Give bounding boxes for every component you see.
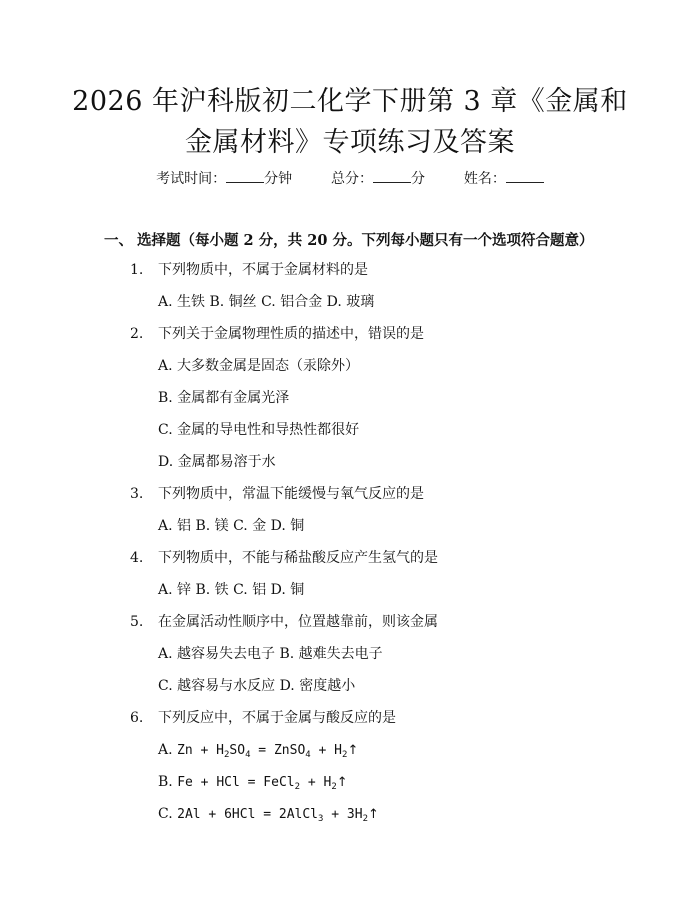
section-title: 选择题（每小题 2 分，共 20 分。下列每小题只有一个选项符合题意）: [137, 232, 594, 249]
question-5: [130, 611, 438, 633]
question-6: [130, 707, 396, 729]
question-6-option-b: [158, 771, 348, 798]
chemical-equation: $Zn + H_2SO_4$ = ZnSO$_4$ + $H_2↑$: [177, 743, 359, 760]
question-number: 6.: [130, 710, 144, 726]
student-name: [464, 168, 544, 189]
exam-time-unit: 分钟: [264, 171, 293, 187]
question-text: 下列反应中，不属于金属与酸反应的是: [158, 710, 396, 726]
question-6-option-a: [158, 739, 358, 766]
question-4: [130, 547, 438, 569]
question-number: 3.: [130, 486, 144, 502]
student-name-label: 姓名：: [463, 171, 506, 187]
question-2-option-d: D. 金属都易溶于水: [158, 454, 276, 470]
question-5-options-ab: A. 越容易失去电子 B. 越难失去电子: [158, 646, 383, 662]
question-text: 下列物质中，不能与稀盐酸反应产生氢气的是: [158, 550, 438, 566]
question-2-option-c: C. 金属的导电性和导热性都很好: [158, 422, 360, 438]
exam-time-blank: [226, 168, 264, 183]
option-label: B.: [158, 774, 173, 790]
question-5-options-cd: C. 越容易与水反应 D. 密度越小: [158, 678, 356, 694]
section-number: 一、: [104, 232, 133, 249]
gas-arrow-icon: ↑: [336, 775, 348, 790]
total-score-blank: [373, 168, 411, 183]
question-3: [130, 483, 424, 505]
gas-arrow-icon: ↑: [347, 743, 359, 758]
option-label: C.: [158, 806, 173, 822]
question-number: 1.: [130, 262, 144, 278]
question-3-options: A. 铝 B. 镁 C. 金 D. 铜: [158, 518, 305, 534]
section-heading: [104, 230, 593, 252]
exam-time: [156, 168, 292, 189]
total-score-unit: 分: [411, 171, 425, 187]
question-2-option-a: A. 大多数金属是固态（汞除外）: [158, 358, 360, 374]
question-4-options: A. 锌 B. 铁 C. 铝 D. 铜: [158, 582, 305, 598]
question-2-option-b: B. 金属都有金属光泽: [158, 390, 290, 406]
chemical-equation: 2Al + 6HCl = 2AlCl$_3$ + $3H_2↑$: [177, 807, 379, 824]
question-6-option-c: [158, 803, 379, 830]
question-text: 在金属活动性顺序中，位置越靠前，则该金属: [158, 614, 438, 630]
student-name-blank: [506, 168, 544, 183]
question-2: [130, 323, 424, 345]
page-title-line1: 2026 年沪科版初二化学下册第 3 章《金属和: [72, 86, 628, 117]
question-number: 2.: [130, 326, 144, 342]
exam-time-label: 考试时间：: [156, 171, 227, 187]
question-number: 5.: [130, 614, 144, 630]
question-number: 4.: [130, 550, 144, 566]
exam-info: [0, 168, 700, 189]
question-1-options: A. 生铁 B. 铜丝 C. 铝合金 D. 玻璃: [158, 294, 375, 310]
option-label: A.: [158, 742, 173, 758]
total-score-label: 总分：: [331, 171, 373, 187]
question-1: [130, 259, 368, 281]
gas-arrow-icon: ↑: [368, 807, 379, 822]
total-score: [331, 168, 425, 189]
chemical-equation: Fe + HCl = FeCl$_2$ + $H_2↑$: [177, 775, 348, 792]
page-title-line2: 金属材料》专项练习及答案: [185, 127, 515, 158]
question-text: 下列物质中，常温下能缓慢与氧气反应的是: [158, 486, 424, 502]
question-text: 下列物质中，不属于金属材料的是: [158, 262, 368, 278]
question-text: 下列关于金属物理性质的描述中，错误的是: [158, 326, 424, 342]
